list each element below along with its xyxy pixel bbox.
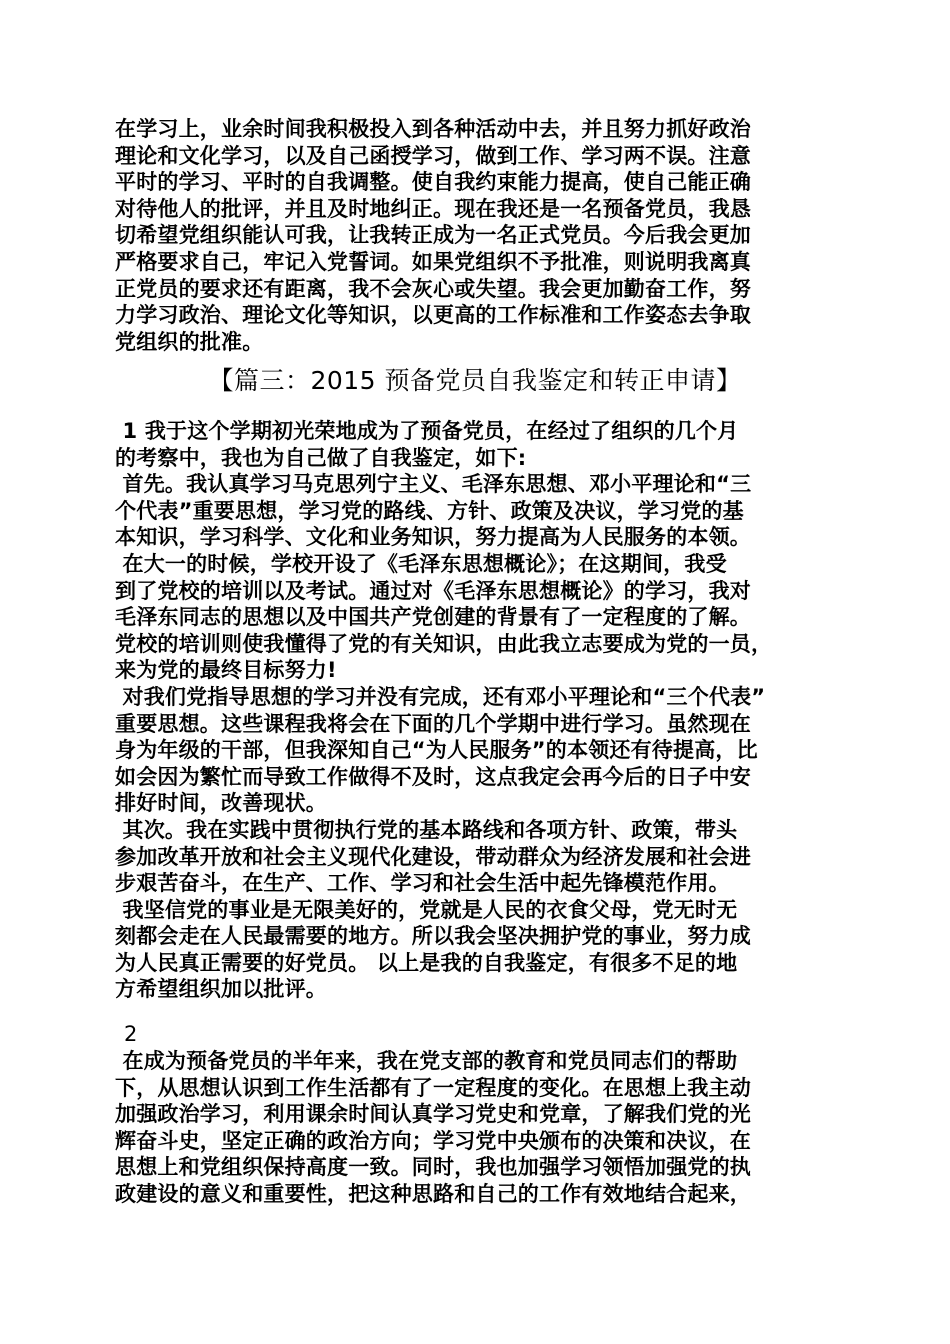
section-heading: 【篇三：2015 预备党员自我鉴定和转正申请】 xyxy=(208,366,742,395)
intro-paragraph: 在学习上，业余时间我积极投入到各种活动中去，并且努力抓好政治 理论和文化学习，以及自己函授学习，做到工作、学习两不误。注意 平时的学习、平时的自我调整。使自我约束能力提高，使自己能正确 对待他人的批评，并且及时地纠正。现在我还是一名预备党员，我恳 切希望党组织能认可我，让我转正成为一名正式党员。今后我会更加 严格要求自己，牢记入党誓词。如果党组织不予批准，则说明我离真 正党员的要求还有距离，我不会灰心或失望。我会更加勤奋工作，努 力学习政治、理论文化等知识，以更高的工作标准和工作姿态去争取 党组织的批准。 xyxy=(115,117,751,354)
section-2-marker: 2 xyxy=(124,1022,138,1046)
section-1-body: 1 我于这个学期初光荣地成为了预备党员，在经过了组织的几个月 的考察中，我也为自己做了自我鉴定，如下: 首先。我认真学习马克思列宁主义、毛泽东思想、邓小平理论和“三 个代表”重要思想，学习党的路线、方针、政策及决议，学习党的基 本知识，学习科学、文化和业务知识，努力提高为人民服务的本领。 在大一的时候，学校开设了《毛泽东思想概论》；在这期间，我受 到了党校的培训以及考试。通过对《毛泽东思想概论》的学习，我对 毛泽东同志的思想以及中国共产党创建的背景有了一定程度的了解。 党校的培训则使我懂得了党的有关知识，由此我立志要成为党的一员， 来为党的最终目标努力! 对我们党指导思想的学习并没有完成，还有邓小平理论和“三个代表” 重要思想。这些课程我将会在下面的几个学期中进行学习。虽然现在 身为年级的干部，但我深知自己“为人民服务”的本领还有待提高，比 如会因为繁忙而导致工作做得不及时，这点我定会再今后的日子中安 排好时间，改善现状。 其次。我在实践中贯彻执行党的基本路线和各项方针、政策，带头 参加改革开放和社会主义现代化建设，带动群众为经济发展和社会进 步艰苦奋斗，在生产、工作、学习和社会生活中起先锋模范作用。 我坚信党的事业是无限美好的，党就是人民的衣食父母，党无时无 刻都会走在人民最需要的地方。所以我会坚决拥护党的事业，努力成 为人民真正需要的好党员。 以上是我的自我鉴定，有很多不足的地 方希望组织加以批评。 xyxy=(115,419,773,1002)
section-2-body: 在成为预备党员的半年来，我在党支部的教育和党员同志们的帮助 下，从思想认识到工作生活都有了一定程度的变化。在思想上我主动 加强政治学习，利用课余时间认真学习党史和党章，了解我们党的光 辉奋斗史，坚定正确的政治方向；学习党中央颁布的决策和决议，在 思想上和党组织保持高度一致。同时，我也加强学习领悟加强党的执 政建设的意义和重要性，把这种思路和自己的工作有效地结合起来， xyxy=(115,1049,751,1206)
